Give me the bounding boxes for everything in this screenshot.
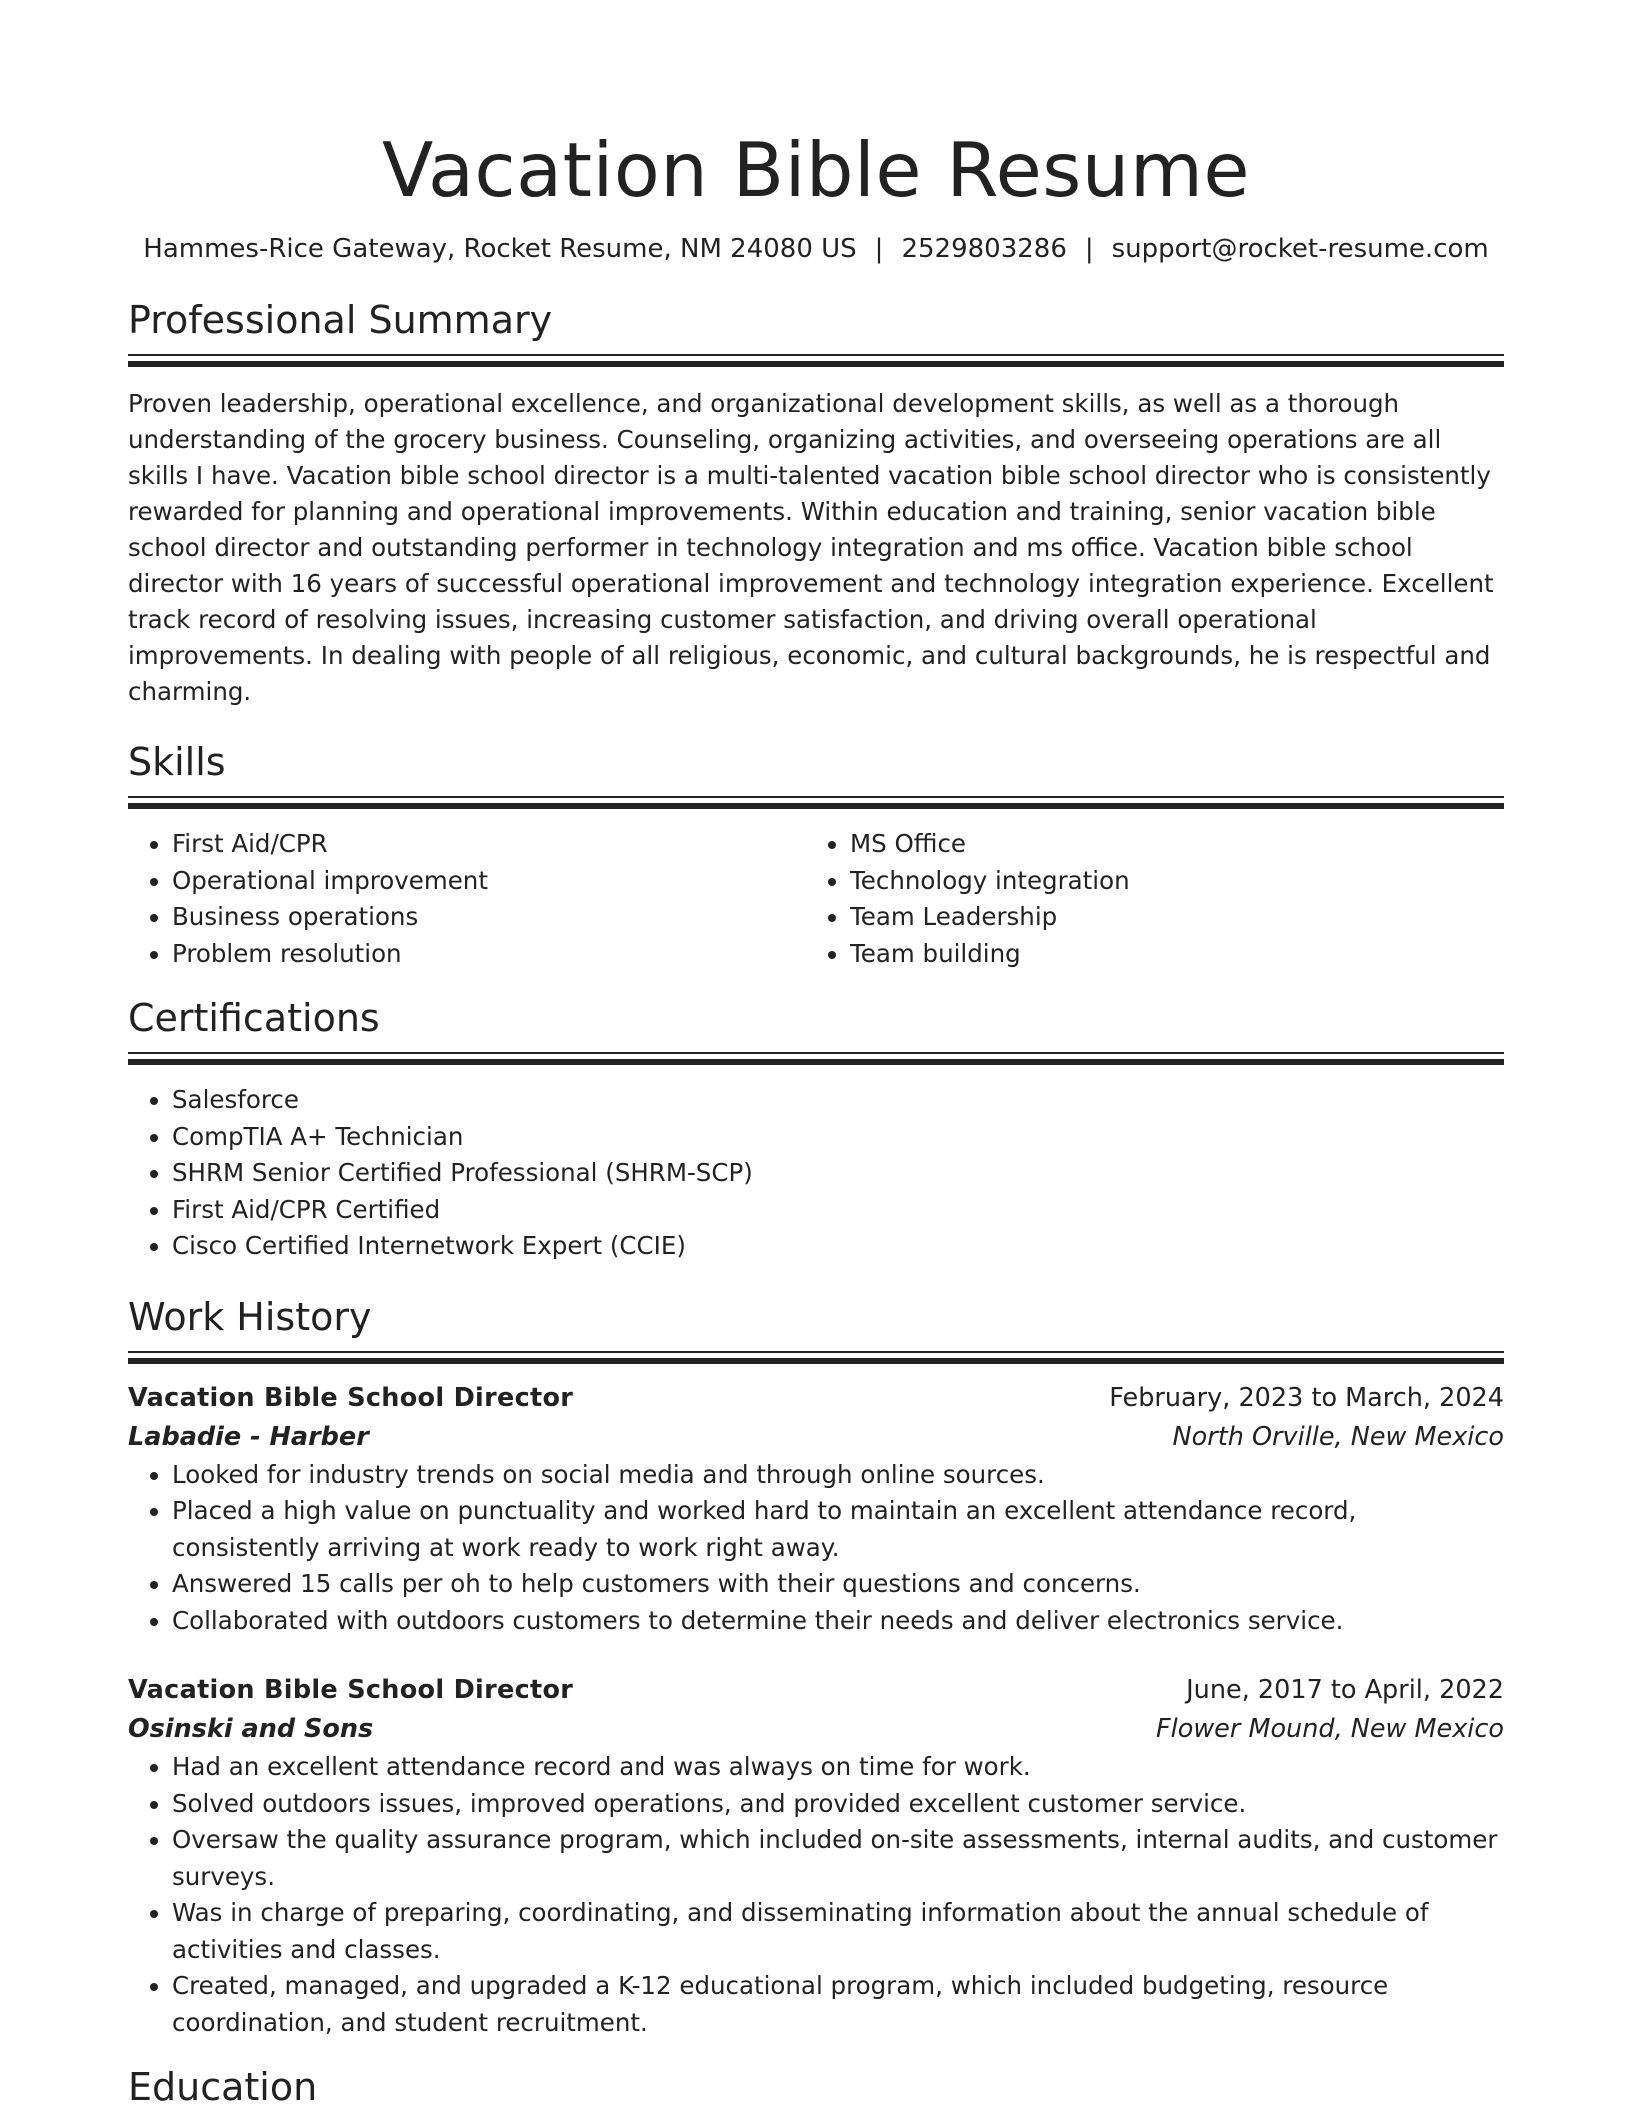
contact-separator: | xyxy=(874,234,884,264)
certification-item: • SHRM Senior Certified Professional (SHRM-SCP) xyxy=(172,1155,1504,1192)
skill-item: • First Aid/CPR xyxy=(172,826,806,863)
skill-item: • Technology integration xyxy=(850,863,1484,900)
section-divider xyxy=(128,1351,1504,1365)
certification-list xyxy=(128,1082,1504,1265)
section-work-history xyxy=(128,1293,1504,2042)
job-entry xyxy=(128,1379,1504,1640)
contact-address: Hammes-Rice Gateway, Rocket Resume, NM 24080 US xyxy=(143,234,857,264)
summary-text: Proven leadership, operational excellence, and organizational development skills, as well as a thorough understanding of the grocery business. Counseling, organizing activities, and overseeing operations are all skills I have. Vacation bible school director is a multi-talented vacation bible school director who is consistently rewarded for planning and operational improvements. Within education and training, senior vacation bible school director and outstanding performer in technology integration and ms office. Vacation bible school director with 16 years of successful operational improvement and technology integration experience. Excellent track record of resolving issues, increasing customer satisfaction, and driving overall operational improvements. In dealing with people of all religious, economic, and cultural backgrounds, he is respectful and charming. xyxy=(128,389,1494,706)
certification-item: • First Aid/CPR Certified xyxy=(172,1192,1504,1229)
resume-title: Vacation Bible Resume xyxy=(381,126,1251,214)
skills-column-left xyxy=(128,826,806,972)
job-dates: June, 2017 to April, 2022 xyxy=(1186,1675,1504,1705)
job-duty: • Was in charge of preparing, coordinating, and disseminating information about the annual schedule of activities and classes. xyxy=(172,1895,1504,1968)
certification-item: • Cisco Certified Internetwork Expert (CCIE) xyxy=(172,1228,1504,1265)
section-heading: Work History xyxy=(128,1294,372,1339)
job-company: Osinski and Sons xyxy=(128,1714,374,1744)
skills-grid xyxy=(128,826,1504,972)
job-title: Vacation Bible School Director xyxy=(128,1382,574,1413)
contact-email: support@rocket-resume.com xyxy=(1111,234,1489,264)
section-divider xyxy=(128,354,1504,368)
job-duty: • Oversaw the quality assurance program, which included on-site assessments, internal audits, and customer surveys. xyxy=(172,1822,1504,1895)
skill-item: • Team building xyxy=(850,936,1484,973)
skill-item: • Problem resolution xyxy=(172,936,806,973)
job-duty: • Solved outdoors issues, improved operations, and provided excellent customer service. xyxy=(172,1786,1504,1823)
section-heading: Certifications xyxy=(128,996,380,1040)
job-company: Labadie - Harber xyxy=(128,1421,369,1452)
section-education xyxy=(128,2063,1504,2111)
section-heading: Skills xyxy=(128,740,226,784)
certification-item: • CompTIA A+ Technician xyxy=(172,1119,1504,1156)
job-duty: • Had an excellent attendance record and was always on time for work. xyxy=(172,1749,1504,1786)
job-duty: • Looked for industry trends on social media and through online sources. xyxy=(172,1457,1504,1494)
contact-phone: 2529803286 xyxy=(901,234,1067,264)
skills-column-right xyxy=(806,826,1484,972)
section-divider xyxy=(128,1052,1504,1066)
job-duties xyxy=(128,1457,1504,1640)
contact-line xyxy=(128,232,1504,266)
resume-page xyxy=(128,0,1504,2111)
section-heading: Professional Summary xyxy=(128,298,553,342)
section-certifications xyxy=(128,994,1504,1265)
job-dates: February, 2023 to March, 2024 xyxy=(1109,1382,1504,1413)
job-duty: • Placed a high value on punctuality and worked hard to maintain an excellent attendance record, consistently arriving at work ready to work right away. xyxy=(172,1493,1504,1566)
section-skills xyxy=(128,738,1504,972)
job-entry xyxy=(128,1671,1504,2041)
skill-item: • Team Leadership xyxy=(850,899,1484,936)
job-title: Vacation Bible School Director xyxy=(128,1675,574,1705)
section-divider xyxy=(128,796,1504,810)
skill-item: • MS Office xyxy=(850,826,1484,863)
contact-separator: | xyxy=(1084,234,1094,264)
skill-item: • Operational improvement xyxy=(172,863,806,900)
job-duty: • Created, managed, and upgraded a K-12 educational program, which included budgeting, resource coordination, and student recruitment. xyxy=(172,1968,1504,2041)
job-location: North Orville, New Mexico xyxy=(1172,1421,1504,1452)
section-professional-summary xyxy=(128,296,1504,710)
job-duty: • Collaborated with outdoors customers to determine their needs and deliver electronics service. xyxy=(172,1603,1504,1640)
skill-item: • Business operations xyxy=(172,899,806,936)
job-duty: • Answered 15 calls per oh to help customers with their questions and concerns. xyxy=(172,1566,1504,1603)
section-heading: Education xyxy=(128,2065,318,2109)
certification-item: • Salesforce xyxy=(172,1082,1504,1119)
job-location: Flower Mound, New Mexico xyxy=(1155,1714,1504,1744)
job-duties xyxy=(128,1749,1504,2041)
